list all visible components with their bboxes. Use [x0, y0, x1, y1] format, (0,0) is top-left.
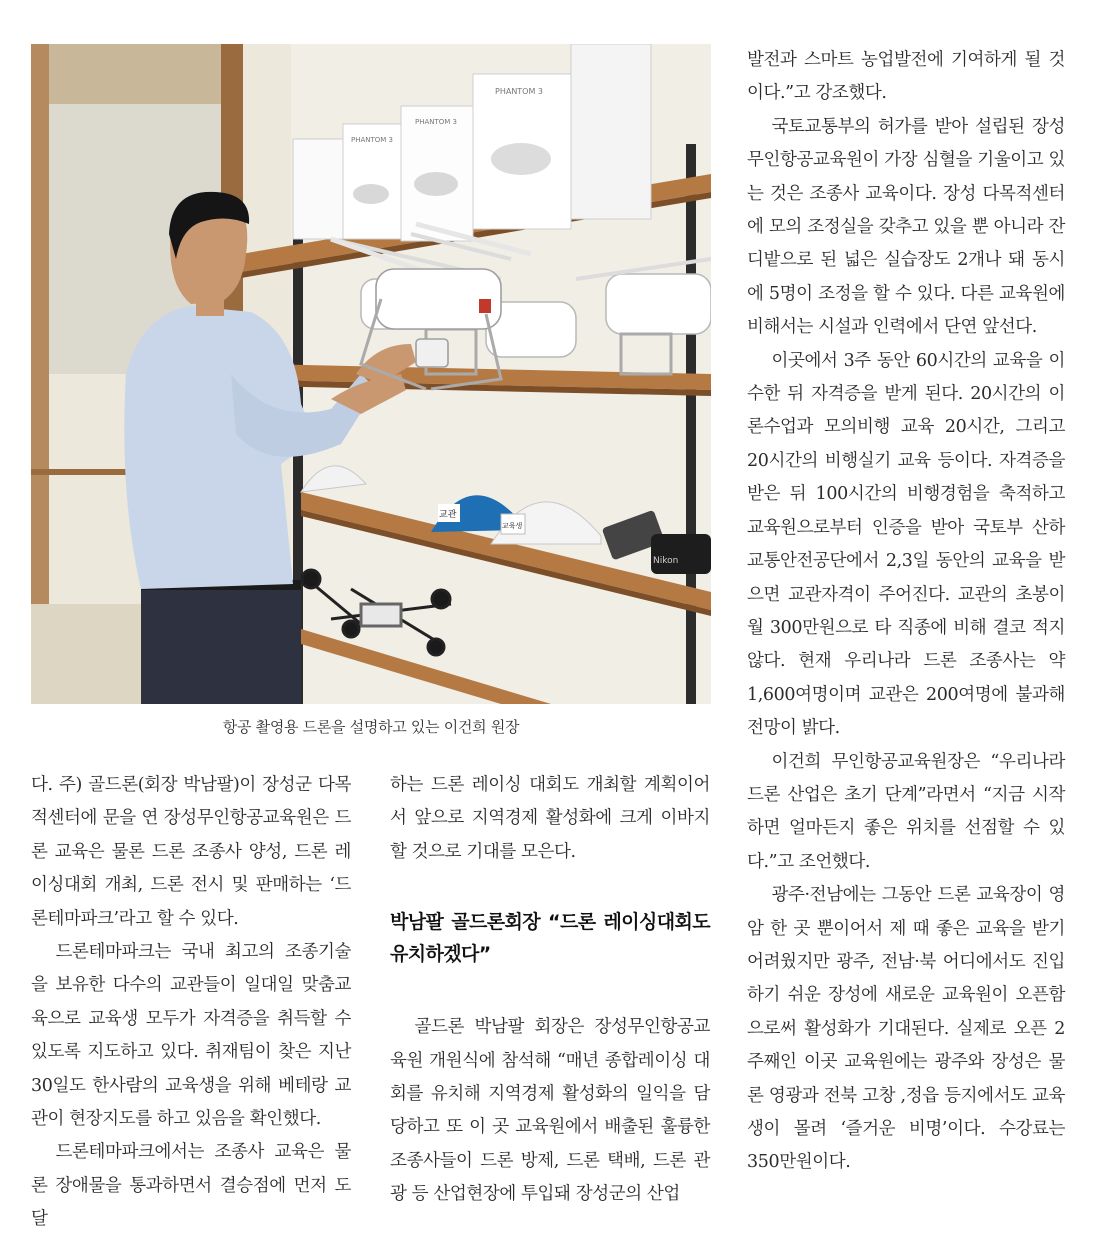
photo-illustration [31, 44, 711, 704]
paragraph: 드론테마파크는 국내 최고의 조종기술을 보유한 다수의 교관들이 일대일 맞춤교육으로 교육생 모두가 자격증을 취득할 수 있도록 지도하고 있다. 취재팀이 찾은 지난 30일도 한사람의 교육생을 위해 베테랑 교관이 현장지도를 하고 있음을 확인했다. [31, 942, 351, 1130]
helmet-label-1: 교관 [439, 510, 457, 520]
article-subheading: 박남팔 골드론회장 “드론 레이싱대회도 유치하겠다” [390, 911, 710, 966]
article-column-1 [31, 769, 351, 1237]
camera-brand: Nikon [653, 556, 679, 566]
article-column-3 [747, 44, 1065, 1180]
article-photo [31, 44, 711, 704]
paragraph: 다. 주) 골드론(회장 박남팔)이 장성군 다목적센터에 문을 연 장성무인항공교육원은 드론 교육은 물론 드론 조종사 양성, 드론 레이싱대회 개최, 드론 전시 및 판매하는 ‘드론테마파크’라고 할 수 있다. [31, 775, 351, 929]
box-label-3: PHANTOM 3 [495, 87, 544, 96]
paragraph: 국토교통부의 허가를 받아 설립된 장성무인항공교육원이 가장 심혈을 기울이고 있는 것은 조종사 교육이다. 장성 다목적센터에 모의 조정실을 갖추고 있을 뿐 아니라 잔디밭으로 된 넓은 실습장도 2개나 돼 동시에 5명이 조정을 할 수 있다. 다른 교육원에 비해서는 시설과 인력에서 단연 앞선다. [747, 116, 1065, 338]
article-column-2 [390, 769, 710, 1212]
photo-caption: 항공 촬영용 드론을 설명하고 있는 이건희 원장 [222, 718, 520, 736]
paragraph: 발전과 스마트 농업발전에 기여하게 될 것이다.”고 강조했다. [747, 50, 1065, 104]
paragraph: 드론테마파크에서는 조종사 교육은 물론 장애물을 통과하면서 결승점에 먼저 도달 [31, 1142, 351, 1230]
paragraph: 이곳에서 3주 동안 60시간의 교육을 이수한 뒤 자격증을 받게 된다. 20시간의 이론수업과 모의비행 교육 20시간, 그리고 20시간의 비행실기 교육 등이다. 자격증을 받은 뒤 100시간의 비행경험을 축적하고 교육원으로부터 인증을 받아 국토부 산하 교통안전공단에서 2,3일 동안의 교육을 받으면 교관자격이 주어진다. 교관의 초봉이 월 300만원으로 타 직종에 비해 결코 적지 않다. 현재 우리나라 드론 조종사는 약1,600여명이며 교관은 200여명에 불과해 전망이 밝다. [747, 350, 1065, 739]
box-label-2: PHANTOM 3 [415, 118, 458, 126]
helmet-label-2: 교육생 [502, 522, 523, 530]
paragraph: 골드론 박남팔 회장은 장성무인항공교육원 개원식에 참석해 “매년 종합레이싱 대회를 유치해 지역경제 활성화의 일익을 담당하고 또 이 곳 교육원에서 배출된 훌륭한 조종사들이 드론 방제, 드론 택배, 드론 관광 등 산업현장에 투입돼 장성군의 산업 [390, 1017, 710, 1205]
paragraph: 하는 드론 레이싱 대회도 개최할 계획이어서 앞으로 지역경제 활성화에 크게 이바지할 것으로 기대를 모은다. [390, 775, 710, 862]
box-label-1: PHANTOM 3 [351, 136, 394, 144]
paragraph: 이건희 무인항공교육원장은 “우리나라 드론 산업은 초기 단계”라면서 “지금 시작하면 얼마든지 좋은 위치를 선점할 수 있다.”고 조언했다. [747, 751, 1065, 872]
paragraph: 광주·전남에는 그동안 드론 교육장이 영암 한 곳 뿐이어서 제 때 좋은 교육을 받기 어려웠지만 광주, 전남·북 어디에서도 진입하기 쉬운 장성에 새로운 교육원이 오픈함으로써 활성화가 기대된다. 실제로 오픈 2주째인 이곳 교육원에는 광주와 장성은 물론 영광과 전북 고창 ,정읍 등지에서도 교육생이 몰려 ‘즐거운 비명’이다. 수강료는 350만원이다. [747, 885, 1065, 1173]
